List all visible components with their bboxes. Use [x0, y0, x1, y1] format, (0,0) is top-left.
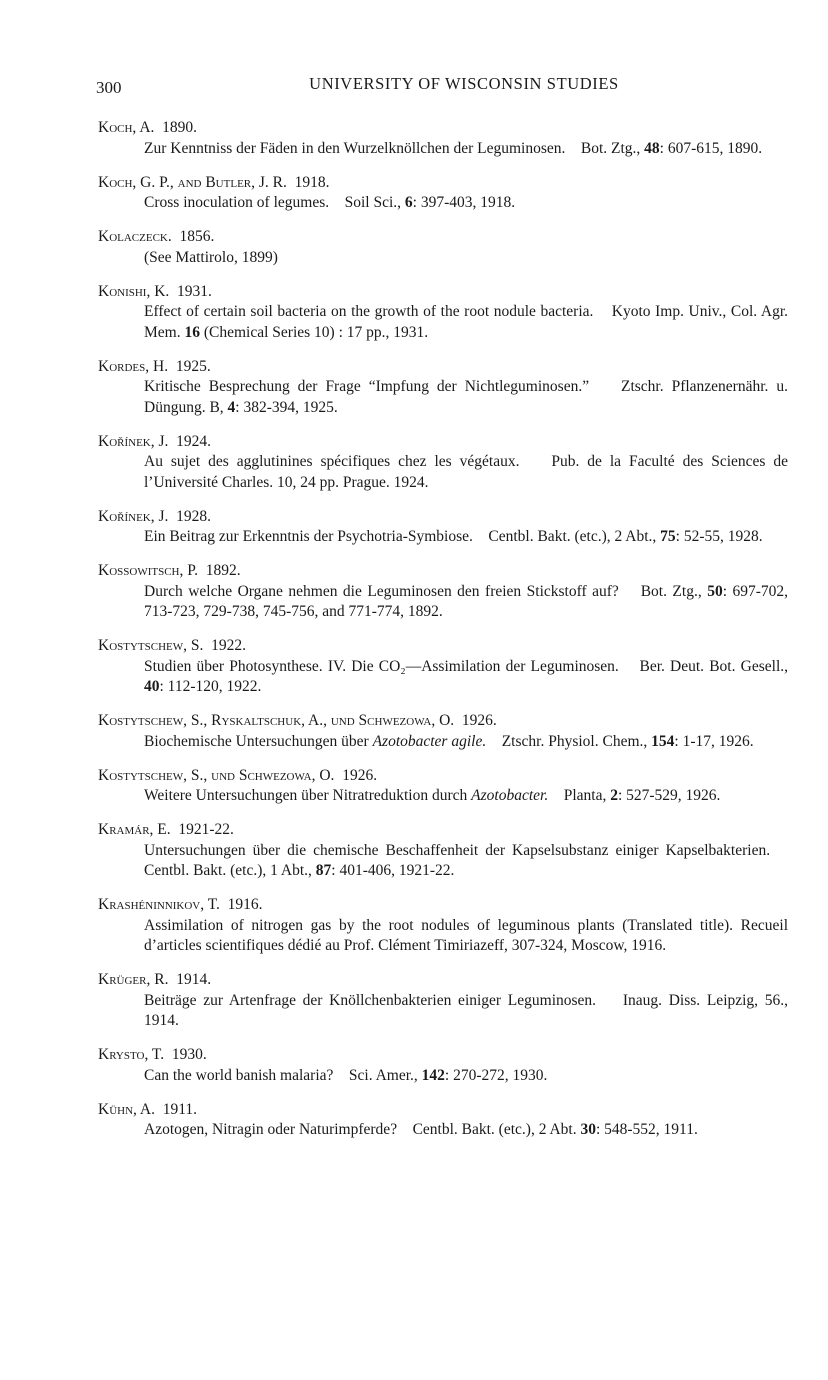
page-number: 300 — [96, 78, 122, 97]
entry-year: 1921-22. — [178, 821, 234, 838]
entry-author: Kostytschew, S., und Schwezowa, O. — [98, 766, 335, 784]
entry-source: Centbl. Bakt. (etc.), 2 Abt., — [488, 528, 657, 545]
bibliography-entry — [98, 820, 788, 882]
bibliography-entry — [98, 118, 788, 159]
entry-author: Krüger, R. — [98, 971, 169, 988]
bibliography-entry — [98, 970, 788, 1032]
entry-pages: : 697-702, 713-723, 729-738, 745-756, and 771-774, 1892. — [144, 582, 789, 620]
entry-year: 1925. — [175, 357, 211, 375]
entry-title: Ein Beitrag zur Erkenntnis der Psychotria-Symbiose. — [144, 528, 473, 545]
entry-volume: 154 — [651, 732, 675, 750]
bibliography-entry — [98, 173, 788, 214]
entry-pages: : 397-403, 1918. — [412, 194, 516, 211]
entry-source: Centbl. Bakt. (etc.), 2 Abt. — [412, 1121, 577, 1138]
bibliography-entry — [98, 636, 788, 698]
entry-pages: : 401-406, 1921-22. — [331, 862, 455, 879]
entry-title: Weitere Untersuchungen über Nitratreduktion durch — [144, 787, 468, 804]
entry-source: Pub. de la Faculté des Sciences de l’Université Charles. 10, 24 pp. Prague. 1924. — [144, 453, 789, 491]
running-head: UNIVERSITY OF WISCONSIN STUDIES — [309, 74, 619, 93]
entry-pages: : 548-552, 1911. — [595, 1121, 698, 1138]
bibliography-entry — [98, 357, 788, 419]
bibliography-entry — [98, 507, 788, 548]
entry-title: Beiträge zur Artenfrage der Knöllchenbakterien einiger Leguminosen. — [144, 991, 597, 1009]
entry-title: Effect of certain soil bacteria on the growth of the root nodule bacteria. — [144, 303, 594, 320]
entry-author: Kordes, H. — [98, 357, 169, 375]
entry-volume: 142 — [421, 1066, 445, 1084]
entry-year: 1916. — [227, 896, 263, 913]
entry-volume: 30 — [580, 1121, 596, 1138]
entry-author: Kolaczeck. — [98, 228, 172, 245]
entry-source: Ztschr. Physiol. Chem., — [501, 732, 648, 750]
bibliography-list — [98, 118, 788, 1154]
entry-author: Krashéninnikov, T. — [98, 896, 220, 913]
entry-source: Kyoto Imp. Univ., Col. Agr. Mem. — [144, 303, 789, 341]
entry-title: Can the world banish malaria? — [144, 1066, 334, 1084]
entry-title: (See Mattirolo, 1899) — [144, 248, 278, 266]
entry-source: Bot. Ztg., — [640, 582, 702, 600]
entry-source: Recueil d’articles scientifiques dédié au Prof. Clément Timiriazeff, 307-324, Moscow, 1916. — [144, 916, 789, 954]
entry-year: 1931. — [177, 282, 212, 300]
entry-volume: 87 — [315, 862, 332, 879]
entry-author: Krysto, T. — [98, 1046, 165, 1063]
entry-author: Kossowitsch, P. — [98, 562, 199, 579]
entry-pages: (Chemical Series 10) : 17 pp., 1931. — [203, 323, 429, 341]
entry-volume: 4 — [227, 398, 236, 416]
entry-author: Kühn, A. — [98, 1100, 155, 1118]
entry-year: 1890. — [162, 119, 198, 136]
entry-year: 1922. — [211, 637, 247, 654]
entry-title-italic: Azotobacter agile. — [372, 732, 487, 750]
entry-title: Azotogen, Nitragin oder Naturimpferde? — [144, 1121, 398, 1138]
entry-author: Kostytschew, S. — [98, 637, 204, 654]
entry-pages: : 527-529, 1926. — [617, 787, 721, 804]
entry-title-italic: Azotobacter. — [471, 787, 549, 804]
entry-year: 1892. — [205, 562, 241, 579]
entry-pages: : 607-615, 1890. — [659, 139, 763, 157]
entry-title: Untersuchungen über die chemische Beschaffenheit der Kapselsubstanz einiger Kapselbakterien. — [144, 841, 771, 859]
entry-pages: : 270-272, 1930. — [444, 1066, 548, 1084]
bibliography-entry — [98, 432, 788, 494]
entry-author: Koch, G. P., and Butler, J. R. — [98, 173, 287, 191]
entry-source: Bot. Ztg., — [580, 139, 641, 157]
entry-volume: 6 — [404, 194, 413, 211]
entry-title: Assimilation of nitrogen gas by the root nodules of leguminous plants (Translated title). — [144, 916, 734, 934]
entry-source: Centbl. Bakt. (etc.), 1 Abt., — [144, 862, 312, 879]
bibliography-entry — [98, 1045, 788, 1086]
entry-source: Sci. Amer., — [348, 1066, 418, 1084]
bibliography-entry — [98, 227, 788, 268]
entry-volume: 40 — [144, 678, 160, 695]
page-header — [96, 74, 786, 100]
entry-pages: : 382-394, 1925. — [235, 398, 338, 416]
entry-year: 1914. — [176, 971, 212, 988]
entry-year: 1926. — [461, 712, 497, 729]
entry-year: 1930. — [171, 1046, 207, 1063]
entry-title: Durch welche Organe nehmen die Leguminosen den freien Stickstoff auf? — [144, 582, 619, 600]
entry-volume: 48 — [644, 139, 660, 157]
entry-year: 1918. — [294, 173, 330, 191]
entry-author: Koch, A. — [98, 119, 155, 136]
entry-pages: : 1-17, 1926. — [674, 732, 754, 750]
entry-title: Cross inoculation of legumes. — [144, 194, 330, 211]
bibliography-entry — [98, 561, 788, 623]
bibliography-entry — [98, 711, 788, 752]
entry-title: Studien über Photosynthese. IV. Die CO₂—Assimilation der Leguminosen. — [144, 657, 619, 675]
entry-source: Inaug. Diss. Leipzig, 56., 1914. — [144, 991, 789, 1029]
entry-author: Kořínek, J. — [98, 432, 169, 450]
entry-pages: : 112-120, 1922. — [159, 678, 262, 695]
entry-author: Kostytschew, S., Ryskaltschuk, A., und Schwezowa, O. — [98, 712, 455, 729]
entry-year: 1911. — [162, 1100, 198, 1118]
entry-volume: 16 — [184, 323, 200, 341]
entry-author: Kramár, E. — [98, 821, 171, 838]
entry-title: Au sujet des agglutinines spécifiques chez les végétaux. — [144, 453, 520, 470]
bibliography-entry — [98, 1100, 788, 1141]
entry-volume: 75 — [660, 528, 676, 545]
entry-source: Ber. Deut. Bot. Gesell., — [639, 657, 789, 675]
entry-volume: 50 — [707, 582, 723, 600]
entry-pages: : 52-55, 1928. — [675, 528, 763, 545]
entry-author: Konishi, K. — [98, 282, 170, 300]
entry-source: Soil Sci., — [344, 194, 402, 211]
entry-source: Planta, — [563, 787, 607, 804]
bibliography-entry — [98, 895, 788, 957]
entry-title: Zur Kenntniss der Fäden in den Wurzelknöllchen der Leguminosen. — [144, 139, 566, 157]
bibliography-entry — [98, 282, 788, 344]
entry-year: 1856. — [179, 228, 215, 245]
entry-source: Ztschr. Pflanzenernähr. u. Düngung. B, — [144, 378, 788, 416]
entry-year: 1928. — [176, 507, 212, 525]
bibliography-entry — [98, 766, 788, 807]
entry-year: 1926. — [342, 766, 378, 784]
entry-title: Biochemische Untersuchungen über — [144, 732, 369, 750]
entry-title: Kritische Besprechung der Frage “Impfung der Nichtleguminosen.” — [144, 378, 590, 395]
entry-volume: 2 — [610, 787, 618, 804]
entry-author: Kořínek, J. — [98, 507, 169, 525]
entry-year: 1924. — [176, 432, 212, 450]
